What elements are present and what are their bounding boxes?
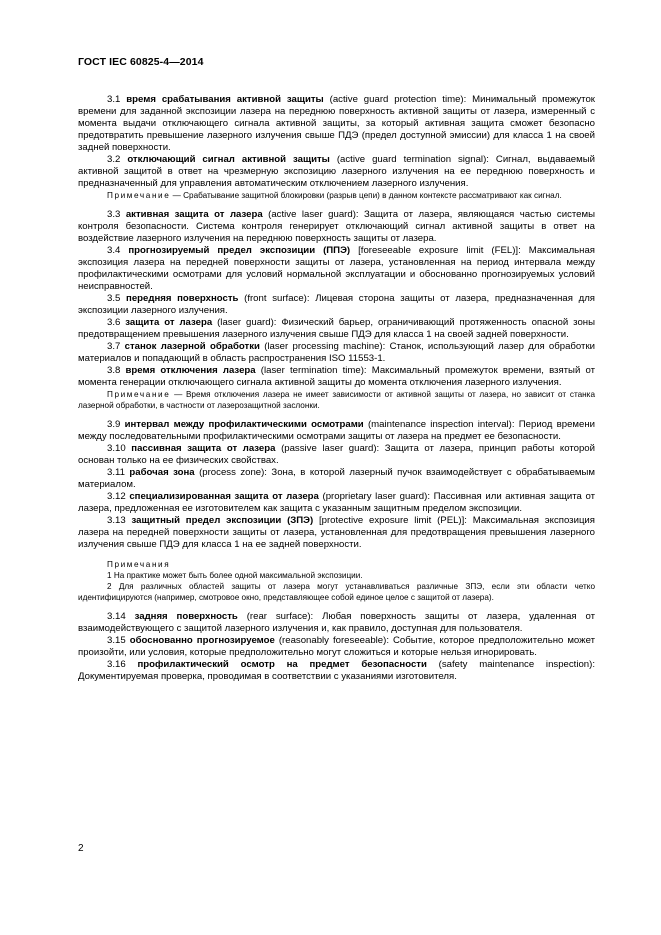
definition-3-12: 3.12 специализированная защита от лазера (proprietary laser guard): Пассивная или активная защита от лазера, предложенная ее изготовителем как защита с указанным защитным пределом экспозиции.: [78, 491, 596, 514]
definition-3-11: 3.11 рабочая зона (process zone): Зона, в которой лазерный пучок взаимодействует с обрабатываемым материалом.: [78, 467, 595, 490]
definition-3-1: 3.1 время срабатывания активной защиты (active guard protection time): Минимальный промежуток времени для заданной экспозиции лазера на переднюю поверхность активной защиты от лазера, измеренный с момента выдачи отключающего сигнала активной защиты, за который активная защита сможет безопасно предотвратить превышение лазерного излучения свыше ПДЭ (предел доступной эмиссии) для класса 1 на своей задней поверхности.: [78, 94, 595, 153]
note-item: 2 Для различных областей защиты от лазера могут устанавливаться различные ЗПЭ, если эти области четко идентифицируются (например, смотровое окно, представляющее собой единое целое с защитой от лазера).: [78, 582, 595, 602]
note-label: Примечания: [107, 560, 171, 569]
term: специализированная защита от лазера: [129, 491, 319, 502]
definition-3-14: 3.14 задняя поверхность (rear surface): Любая поверхность защиты от лазера, удаленная от взаимодействующего с защитой лазерного излучения и, как правило, доступная для пользователя.: [78, 611, 596, 634]
document-body: [78, 94, 595, 683]
note-2: Примечание — Время отключения лазера не имеет зависимости от активной защиты от лазера, но зависит от станка лазерной обработки, в частности от лазерозащитной заслонки.: [78, 390, 595, 410]
definition-3-10: 3.10 пассивная защита от лазера (passive laser guard): Защита от лазера, принцип работы которой основан только на ее физических свойствах.: [78, 443, 595, 466]
definition-3-16: 3.16 профилактический осмотр на предмет безопасности (safety maintenance inspection): Документируемая проверка, проводимая в соответствии с указаниями изготовителя.: [78, 659, 595, 682]
term: станок лазерной обработки: [124, 341, 260, 352]
definition-3-15: 3.15 обоснованно прогнозируемое (reasonably foreseeable): Событие, которое предположительно может произойти, или условия, которые предположительно могут сложиться и которые нельзя игнорировать.: [78, 635, 595, 658]
definition-3-7: 3.7 станок лазерной обработки (laser processing machine): Станок, использующий лазер для обработки материалов и попадающий в область распространения ISO 11553-1.: [78, 341, 596, 364]
note-label: Примечание: [107, 390, 171, 399]
term: рабочая зона: [129, 467, 195, 478]
definition-3-4: 3.4 прогнозируемый предел экспозиции (ППЭ) [foreseeable exposure limit (FEL)]: Максимальная экспозиция лазера на передней поверхности защиты от лазера, установленная на период интервала между профилактическими осмотрами для условий нормальной эксплуатации и обоснованно прогнозируемых условий неисправностей.: [78, 245, 595, 292]
definition-3-3: 3.3 активная защита от лазера (active laser guard): Защита от лазера, являющаяся частью системы контроля безопасности. Система контроля генерирует отключающий сигнал активной защиты в ответ на воздействие лазерного излучения на переднюю поверхность защиты от лазера.: [78, 209, 595, 244]
term: прогнозируемый предел экспозиции (ППЭ): [128, 245, 351, 256]
definition-3-6: 3.6 защита от лазера (laser guard): Физический барьер, ограничивающий протяженность опасной зоны предотвращением превышения лазерного излучения свыше ПДЭ для класса 1 на своей задней поверхности.: [78, 317, 595, 340]
term: пассивная защита от лазера: [131, 443, 276, 454]
page-number: 2: [78, 843, 84, 854]
note-3: [78, 559, 595, 603]
definition-3-9: 3.9 интервал между профилактическими осмотрами (maintenance inspection interval): Период времени между последовательными профилактическими осмотрами защиты от лазера на предмет ее безопасности.: [78, 419, 595, 442]
term: защита от лазера: [125, 317, 213, 328]
note-item: 1 На практике может быть более одной максимальной экспозиции.: [107, 571, 363, 580]
term: профилактический осмотр на предмет безопасности: [137, 659, 427, 670]
term: передняя поверхность: [126, 293, 239, 304]
document-header: ГОСТ IEC 60825-4—2014: [78, 56, 204, 68]
term: обоснованно прогнозируемое: [129, 635, 275, 646]
definition-3-2: 3.2 отключающий сигнал активной защиты (active guard termination signal): Сигнал, выдаваемый активной защитой в ответ на чрезмерную экспозицию лазерного излучения на ее переднюю поверхность и предназначенный для управления автоматическим отключением лазерного излучения.: [78, 154, 595, 189]
term: активная защита от лазера: [125, 209, 263, 220]
term: интервал между профилактическими осмотрами: [124, 419, 364, 430]
definition-3-8: 3.8 время отключения лазера (laser termination time): Максимальный промежуток времени, взятый от момента генерации отключающего сигнала активной защиты до момента отключения лазерного излучения.: [78, 365, 595, 388]
term: защитный предел экспозиции (ЗПЭ): [131, 515, 314, 526]
term: время срабатывания активной защиты: [126, 94, 324, 105]
term: время отключения лазера: [125, 365, 256, 376]
definition-3-5: 3.5 передняя поверхность (front surface): Лицевая сторона защиты от лазера, предназначенная для экспозиции лазерного излучения.: [78, 293, 596, 316]
note-label: Примечание: [107, 191, 171, 200]
term: задняя поверхность: [134, 611, 238, 622]
definition-3-13: 3.13 защитный предел экспозиции (ЗПЭ) [protective exposure limit (PEL)]: Максимальная экспозиция лазера на передней поверхности защиты от лазера, установленная для предотвращения превышения лазерного излучения свыше ПДЭ для класса 1 на ее задней поверхности.: [78, 515, 595, 550]
term: отключающий сигнал активной защиты: [127, 154, 330, 165]
note-1: Примечание — Срабатывание защитной блокировки (разрыв цепи) в данном контексте рассматривают как сигнал.: [107, 191, 562, 200]
